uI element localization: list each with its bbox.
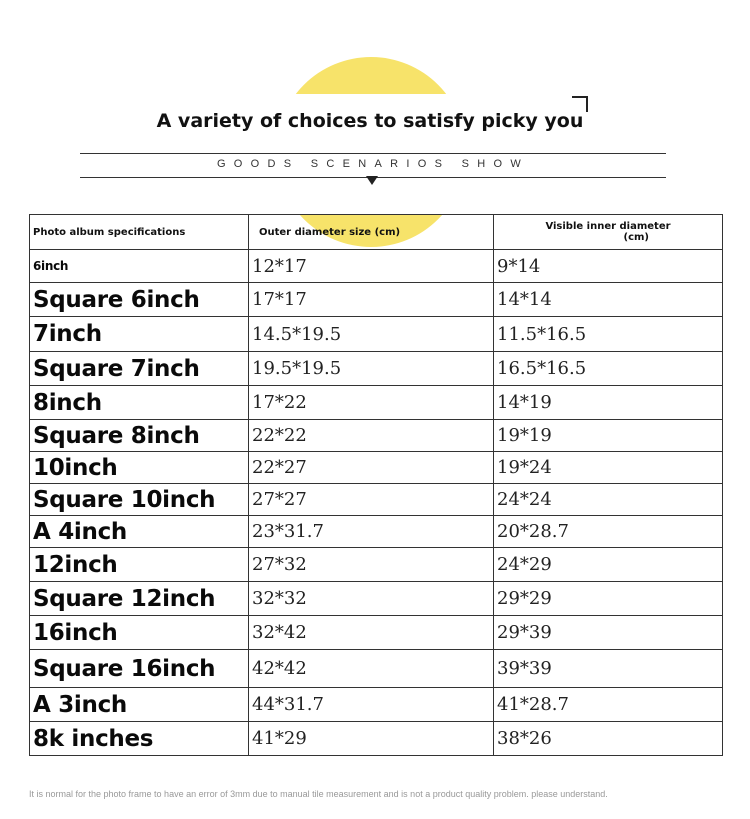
spec-cell: 6inch [30,250,249,283]
inner-diameter-header-line1: Visible inner diameter [545,221,671,232]
table-row [30,250,723,283]
table-row [30,484,723,516]
spec-cell: 16inch [30,616,249,650]
outer-size-cell: 14.5*19.5 [249,317,494,352]
inner-size-cell: 39*39 [494,650,723,688]
outer-size-cell: 44*31.7 [249,688,494,722]
spec-cell: A 3inch [30,688,249,722]
outer-size-cell: 22*27 [249,452,494,484]
outer-size-cell: 22*22 [249,420,494,452]
outer-size-cell: 17*17 [249,283,494,317]
inner-diameter-header-line2: (cm) [623,232,649,243]
inner-size-cell: 9*14 [494,250,723,283]
inner-size-cell: 19*24 [494,452,723,484]
spec-cell: A 4inch [30,516,249,548]
outer-size-cell: 32*42 [249,616,494,650]
inner-size-cell: 29*39 [494,616,723,650]
table-row [30,582,723,616]
inner-size-cell: 14*14 [494,283,723,317]
inner-size-cell: 41*28.7 [494,688,723,722]
spec-cell: 8inch [30,386,249,420]
table-row [30,352,723,386]
inner-size-cell: 14*19 [494,386,723,420]
table-row [30,650,723,688]
outer-size-cell: 23*31.7 [249,516,494,548]
outer-size-cell: 27*27 [249,484,494,516]
divider-top [80,153,666,154]
inner-size-cell: 11.5*16.5 [494,317,723,352]
outer-size-cell: 27*32 [249,548,494,582]
table-row [30,386,723,420]
inner-size-cell: 20*28.7 [494,516,723,548]
column-header-specification: Photo album specifications [30,215,249,250]
table-row [30,452,723,484]
table-row [30,283,723,317]
spec-cell: 7inch [30,317,249,352]
column-header-inner-diameter [494,215,723,250]
spec-cell: Square 6inch [30,283,249,317]
spec-cell: Square 10inch [30,484,249,516]
table-row [30,317,723,352]
spec-cell: Square 12inch [30,582,249,616]
outer-size-cell: 41*29 [249,722,494,756]
inner-size-cell: 38*26 [494,722,723,756]
inner-size-cell: 19*19 [494,420,723,452]
spec-cell: 10inch [30,452,249,484]
table-header-row [30,215,723,250]
outer-size-cell: 12*17 [249,250,494,283]
spec-cell: 12inch [30,548,249,582]
outer-size-cell: 19.5*19.5 [249,352,494,386]
table-row [30,722,723,756]
outer-size-cell: 42*42 [249,650,494,688]
outer-size-cell: 32*32 [249,582,494,616]
spec-cell: Square 16inch [30,650,249,688]
spec-cell: 8k inches [30,722,249,756]
table-row [30,548,723,582]
table-row [30,420,723,452]
page-headline: A variety of choices to satisfy picky you [156,110,584,132]
inner-size-cell: 16.5*16.5 [494,352,723,386]
footnote: It is normal for the photo frame to have an error of 3mm due to manual tile measurement and is not a product quality problem. please understand. [29,789,608,799]
column-header-outer-diameter: Outer diameter size (cm) [249,215,494,250]
triangle-pointer-icon [366,176,378,185]
inner-size-cell: 24*29 [494,548,723,582]
specifications-table [29,214,723,756]
page-subheadline: GOODS SCENARIOS SHOW [216,158,530,170]
table-row [30,616,723,650]
inner-size-cell: 24*24 [494,484,723,516]
table-row [30,688,723,722]
spec-cell: Square 7inch [30,352,249,386]
inner-size-cell: 29*29 [494,582,723,616]
outer-size-cell: 17*22 [249,386,494,420]
spec-cell: Square 8inch [30,420,249,452]
table-row [30,516,723,548]
